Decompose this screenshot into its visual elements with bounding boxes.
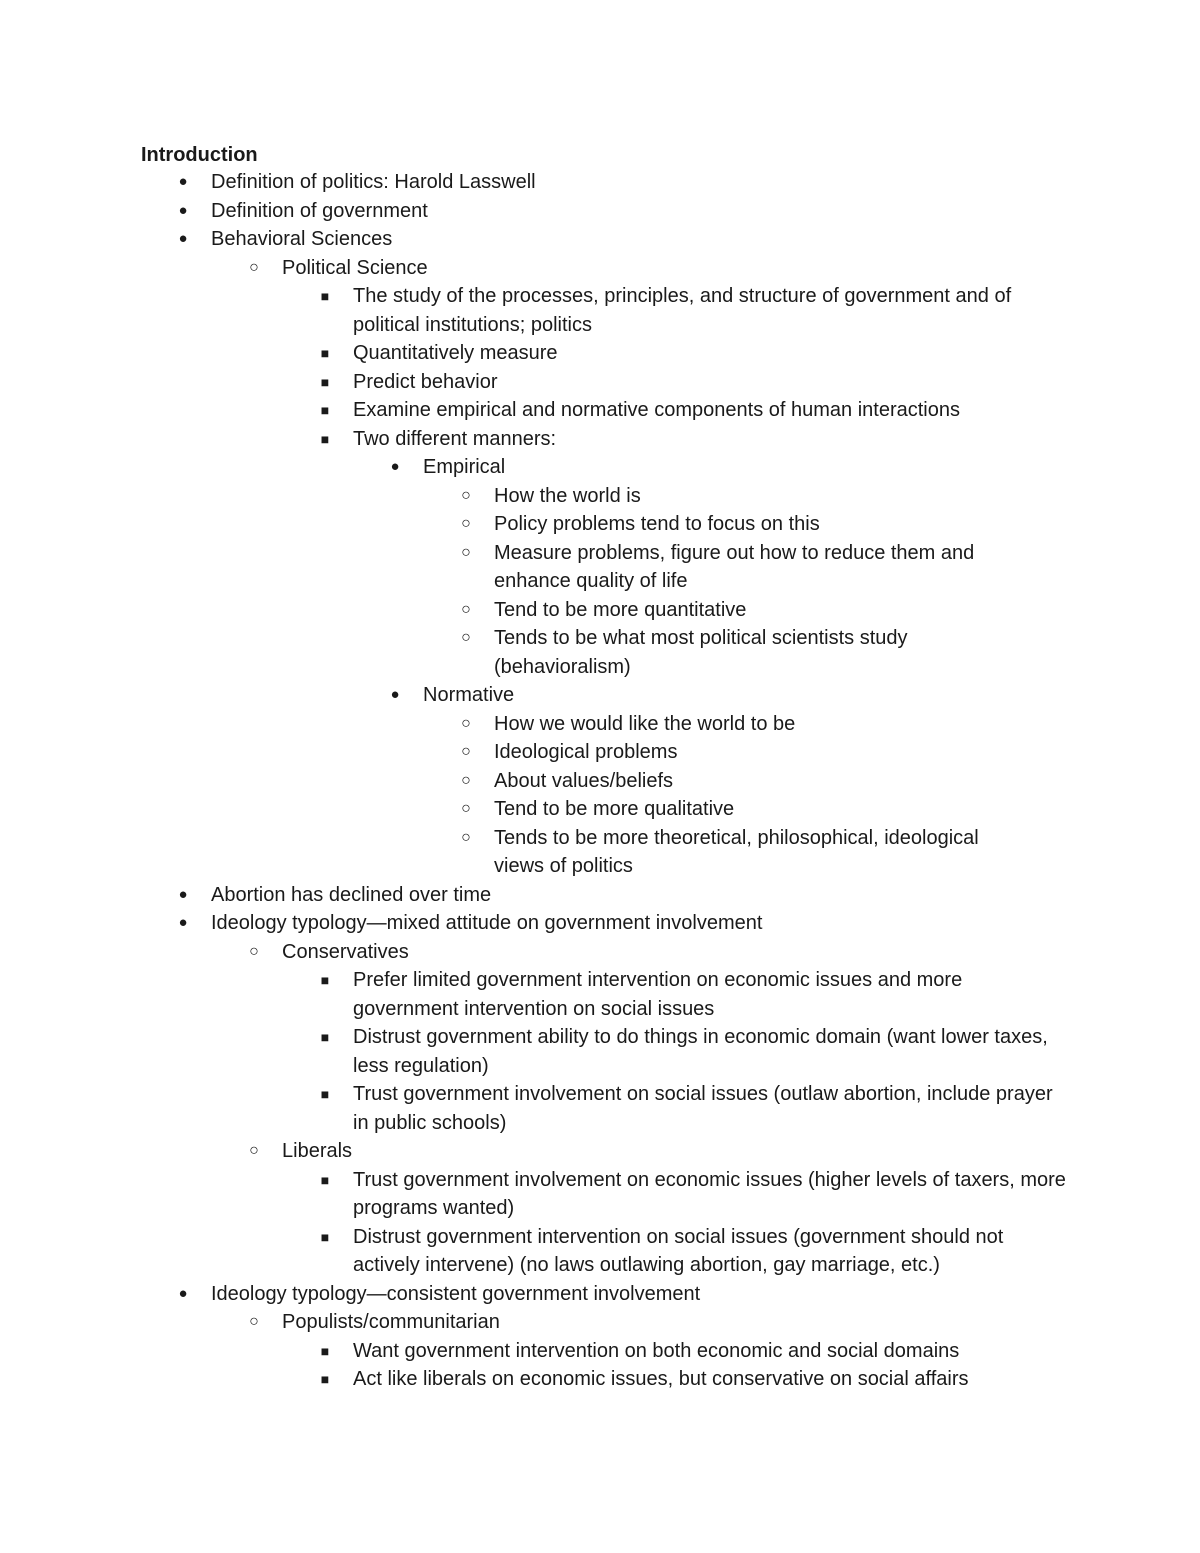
document-heading: Introduction — [141, 144, 258, 166]
outline-item-text: Tends to be more theoretical, philosophical, ideological views of politics — [494, 826, 979, 877]
outline-item — [249, 1308, 1082, 1337]
circle-bullet-icon: ○ — [249, 258, 259, 276]
outline-item — [390, 681, 1073, 710]
circle-bullet-icon: ○ — [461, 515, 471, 532]
outline-item-text: Distrust government intervention on social issues (government should not actively intervene) (no laws outlawing abortion, gay marriage, etc.) — [353, 1225, 1004, 1276]
square-bullet-icon: ■ — [320, 1228, 330, 1245]
outline-item-text: How we would like the world to be — [494, 712, 796, 735]
outline-item — [249, 1137, 1082, 1166]
circle-bullet-icon: ○ — [461, 486, 471, 504]
square-bullet-icon: ■ — [320, 1171, 330, 1188]
circle-bullet-icon: ○ — [461, 771, 471, 789]
bullet-outline — [0, 168, 1200, 1394]
outline-item-text: Empirical — [423, 456, 506, 478]
outline-item — [178, 1280, 1081, 1309]
outline-item — [178, 881, 1081, 910]
outline-item-text: Policy problems tend to focus on this — [494, 513, 820, 535]
outline-item — [320, 1337, 1073, 1366]
outline-item — [320, 1166, 1073, 1223]
outline-item — [320, 1365, 1073, 1394]
outline-item — [320, 396, 1073, 425]
outline-item-text: Liberals — [282, 1140, 353, 1162]
square-bullet-icon: ■ — [320, 1342, 330, 1359]
circle-bullet-icon: ○ — [461, 828, 471, 846]
outline-item — [320, 1023, 1073, 1080]
outline-item-text: Predict behavior — [353, 370, 498, 393]
outline-item — [461, 539, 1034, 596]
disc-bullet-icon: ● — [178, 173, 188, 190]
outline-item-text: Measure problems, figure out how to reduce them and enhance quality of life — [494, 541, 975, 592]
disc-bullet-icon: ● — [390, 686, 400, 703]
square-bullet-icon: ■ — [320, 345, 330, 361]
disc-bullet-icon: ● — [178, 885, 188, 903]
disc-bullet-icon: ● — [178, 201, 188, 219]
square-bullet-icon: ■ — [320, 402, 330, 418]
outline-item — [461, 710, 1034, 739]
outline-item-text: Examine empirical and normative components of human interactions — [353, 399, 960, 421]
outline-item — [320, 339, 1073, 368]
outline-item — [461, 510, 1034, 539]
square-bullet-icon: ■ — [320, 1371, 330, 1387]
circle-bullet-icon: ○ — [249, 1313, 259, 1330]
outline-item-text: Distrust government ability to do things in economic domain (want lower taxes, less regulation) — [353, 1026, 1048, 1077]
outline-item — [320, 1223, 1073, 1280]
outline-item — [249, 254, 1082, 283]
outline-item — [178, 909, 1081, 938]
circle-bullet-icon: ○ — [249, 1142, 259, 1159]
outline-item-text: Prefer limited government intervention on economic issues and more government intervention on social issues — [353, 969, 963, 1020]
outline-item-text: Behavioral Sciences — [211, 228, 393, 250]
circle-bullet-icon: ○ — [249, 942, 259, 960]
circle-bullet-icon: ○ — [461, 800, 471, 817]
outline-item — [461, 795, 1034, 824]
outline-item-text: Abortion has declined over time — [211, 883, 492, 906]
outline-item-text: Two different manners: — [353, 427, 557, 450]
outline-item-text: Act like liberals on economic issues, but conservative on social affairs — [353, 1368, 969, 1390]
circle-bullet-icon: ○ — [461, 743, 471, 760]
outline-item-text: Quantitatively measure — [353, 342, 558, 364]
outline-item — [390, 453, 1073, 482]
outline-item — [461, 767, 1034, 796]
outline-item — [461, 596, 1034, 625]
outline-item-text: Ideology typology—mixed attitude on government involvement — [211, 912, 763, 934]
outline-item-text: Normative — [423, 684, 515, 706]
disc-bullet-icon: ● — [178, 1284, 188, 1302]
outline-item — [461, 624, 1034, 681]
outline-item-text: Ideological problems — [494, 741, 678, 763]
outline-item-text: The study of the processes, principles, and structure of government and of political institutions; politics — [353, 285, 1012, 336]
outline-item-text: Want government intervention on both economic and social domains — [353, 1339, 960, 1362]
outline-item — [320, 282, 1073, 339]
outline-item-text: Tends to be what most political scientists study (behavioralism) — [494, 627, 908, 678]
disc-bullet-icon: ● — [178, 230, 188, 247]
outline-item-text: Trust government involvement on social issues (outlaw abortion, include prayer in public schools) — [353, 1083, 1053, 1134]
outline-item — [461, 824, 1034, 881]
square-bullet-icon: ■ — [320, 1086, 330, 1102]
square-bullet-icon: ■ — [320, 430, 330, 447]
outline-item — [461, 482, 1034, 511]
outline-item-text: Political Science — [282, 256, 428, 279]
outline-item — [320, 966, 1073, 1023]
outline-item-text: Trust government involvement on economic issues (higher levels of taxers, more programs wanted) — [353, 1168, 1066, 1219]
square-bullet-icon: ■ — [320, 1029, 330, 1045]
outline-item-text: Tend to be more quantitative — [494, 598, 747, 621]
outline-item — [249, 938, 1082, 967]
outline-item-text: Definition of politics: Harold Lasswell — [211, 171, 536, 193]
circle-bullet-icon: ○ — [461, 714, 471, 732]
outline-item — [461, 738, 1034, 767]
outline-item-text: Ideology typology—consistent government involvement — [211, 1282, 701, 1305]
outline-item — [178, 168, 1081, 197]
outline-item — [178, 225, 1081, 254]
outline-item — [320, 425, 1073, 454]
outline-item-text: About values/beliefs — [494, 769, 674, 792]
disc-bullet-icon: ● — [390, 458, 400, 475]
circle-bullet-icon: ○ — [461, 543, 471, 561]
outline-item-text: Populists/communitarian — [282, 1311, 500, 1333]
square-bullet-icon: ■ — [320, 288, 330, 304]
outline-item — [320, 368, 1073, 397]
outline-item-text: Tend to be more qualitative — [494, 798, 735, 820]
outline-item — [178, 197, 1081, 226]
circle-bullet-icon: ○ — [461, 600, 471, 618]
outline-item-text: Definition of government — [211, 199, 428, 222]
outline-item-text: Conservatives — [282, 940, 409, 963]
disc-bullet-icon: ● — [178, 914, 188, 931]
square-bullet-icon: ■ — [320, 373, 330, 390]
outline-item-text: How the world is — [494, 484, 641, 507]
square-bullet-icon: ■ — [320, 972, 330, 988]
circle-bullet-icon: ○ — [461, 629, 471, 646]
outline-item — [320, 1080, 1073, 1137]
